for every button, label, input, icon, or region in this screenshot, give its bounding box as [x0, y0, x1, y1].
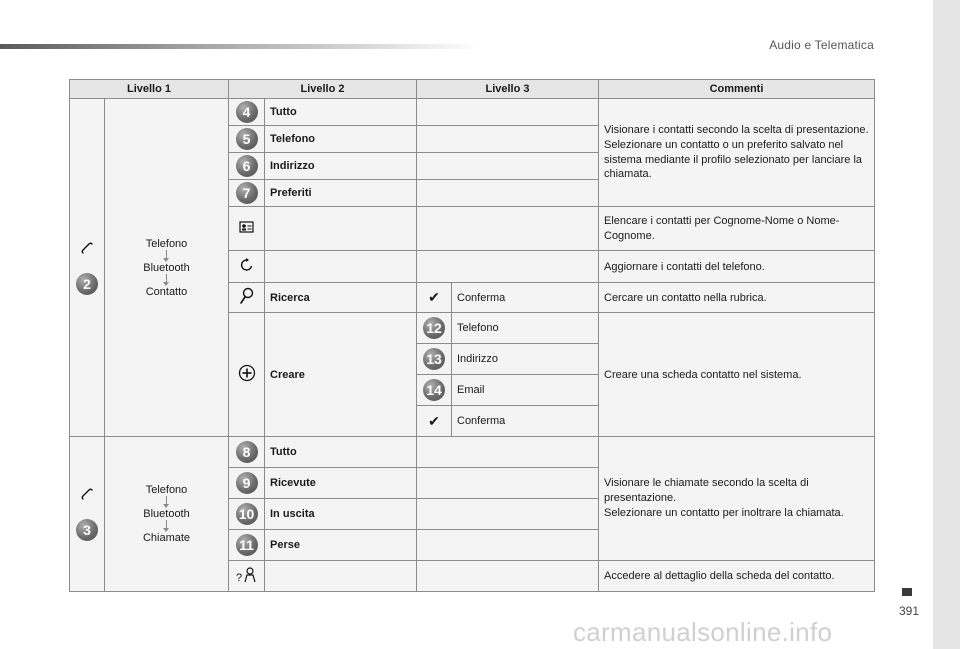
level2-label: Ricerca	[265, 283, 417, 313]
badge-number: 4	[236, 101, 258, 123]
comment-cell: Creare una scheda contatto nel sistema.	[599, 313, 875, 437]
badge-number: 5	[236, 128, 258, 150]
page-number: 391	[899, 604, 920, 618]
col-header-level2: Livello 2	[229, 80, 417, 99]
level3-label: Email	[452, 375, 599, 406]
comment-cell: Accedere al dettaglio della scheda del contatto.	[599, 561, 875, 592]
badge-number: 2	[76, 273, 98, 295]
header-gradient-bar	[0, 44, 480, 49]
comment-cell: Visionare le chiamate secondo la scelta di presentazione. Selezionare un contatto per inoltrare la chiamata.	[599, 437, 875, 561]
level2-label: In uscita	[265, 499, 417, 530]
level3-empty	[417, 126, 599, 153]
down-arrow-icon	[166, 274, 167, 282]
level2-label: Perse	[265, 530, 417, 561]
badge-number: 8	[236, 441, 258, 463]
level1-path-cell	[105, 99, 229, 437]
level3-empty	[417, 437, 599, 468]
badge-number: 10	[236, 503, 258, 525]
badge-number: 11	[236, 534, 258, 556]
path-step: Bluetooth	[143, 508, 190, 520]
search-magnifier-icon	[239, 287, 255, 305]
col-header-level3: Livello 3	[417, 80, 599, 99]
level1-path-cell	[105, 437, 229, 592]
badge-number: 7	[236, 182, 258, 204]
path-step: Telefono	[145, 237, 188, 250]
badge-number: 12	[423, 317, 445, 339]
path-step: Telefono	[145, 484, 188, 496]
level1-icon-cell	[70, 99, 105, 437]
menu-table	[69, 79, 875, 592]
section-title: Audio e Telematica	[769, 38, 874, 52]
refresh-icon	[239, 257, 255, 273]
badge-number: 14	[423, 379, 445, 401]
page-sidebar	[933, 0, 960, 649]
level2-label: Tutto	[265, 437, 417, 468]
level2-label: Tutto	[265, 99, 417, 126]
down-arrow-icon	[166, 250, 167, 258]
comment-cell: Visionare i contatti secondo la scelta di presentazione. Selezionare un contatto o un preferito salvato nel sistema mediante il profilo selezionato per lanciare la chiamata.	[599, 99, 875, 207]
down-arrow-icon	[166, 520, 167, 528]
level3-label: Conferma	[452, 406, 599, 437]
phone-handset-icon	[80, 241, 94, 255]
level1-icon-cell	[70, 437, 105, 592]
table-row	[70, 437, 875, 468]
page-tab-marker	[902, 588, 912, 596]
level3-empty	[417, 499, 599, 530]
path-step: Bluetooth	[143, 261, 190, 274]
level2-empty	[265, 207, 417, 251]
phone-handset-icon	[80, 487, 94, 501]
level2-label: Creare	[265, 313, 417, 437]
level2-empty	[265, 251, 417, 283]
level2-label: Ricevute	[265, 468, 417, 499]
down-arrow-icon	[166, 496, 167, 504]
contact-card-icon	[239, 220, 255, 234]
badge-number: 3	[76, 519, 98, 541]
badge-number: 9	[236, 472, 258, 494]
checkmark-icon: ✔	[428, 289, 440, 305]
svg-text:?: ?	[235, 571, 242, 584]
level3-empty	[417, 153, 599, 180]
col-header-comments: Commenti	[599, 80, 875, 99]
comment-cell: Cercare un contatto nella rubrica.	[599, 283, 875, 313]
level3-empty	[417, 561, 599, 592]
level3-label: Conferma	[452, 283, 599, 313]
watermark-text: carmanualsonline.info	[573, 617, 833, 647]
level2-label: Preferiti	[265, 180, 417, 207]
checkmark-icon: ✔	[428, 412, 440, 429]
level3-empty	[417, 180, 599, 207]
contact-details-icon	[235, 566, 259, 584]
level2-label: Indirizzo	[265, 153, 417, 180]
level2-label: Telefono	[265, 126, 417, 153]
level3-empty	[417, 207, 599, 251]
level2-empty	[265, 561, 417, 592]
col-header-level1: Livello 1	[70, 80, 229, 99]
badge-number: 6	[236, 155, 258, 177]
path-step: Chiamate	[142, 532, 191, 544]
level3-empty	[417, 468, 599, 499]
comment-cell: Elencare i contatti per Cognome-Nome o Nome-Cognome.	[599, 207, 875, 251]
table-header-row	[70, 80, 875, 99]
comment-cell: Aggiornare i contatti del telefono.	[599, 251, 875, 283]
add-circle-icon	[238, 364, 256, 382]
level3-empty	[417, 99, 599, 126]
path-step: Contatto	[145, 285, 188, 298]
level3-label: Indirizzo	[452, 344, 599, 375]
table-row	[70, 99, 875, 126]
level3-empty	[417, 530, 599, 561]
badge-number: 13	[423, 348, 445, 370]
level3-empty	[417, 251, 599, 283]
level3-label: Telefono	[452, 313, 599, 344]
